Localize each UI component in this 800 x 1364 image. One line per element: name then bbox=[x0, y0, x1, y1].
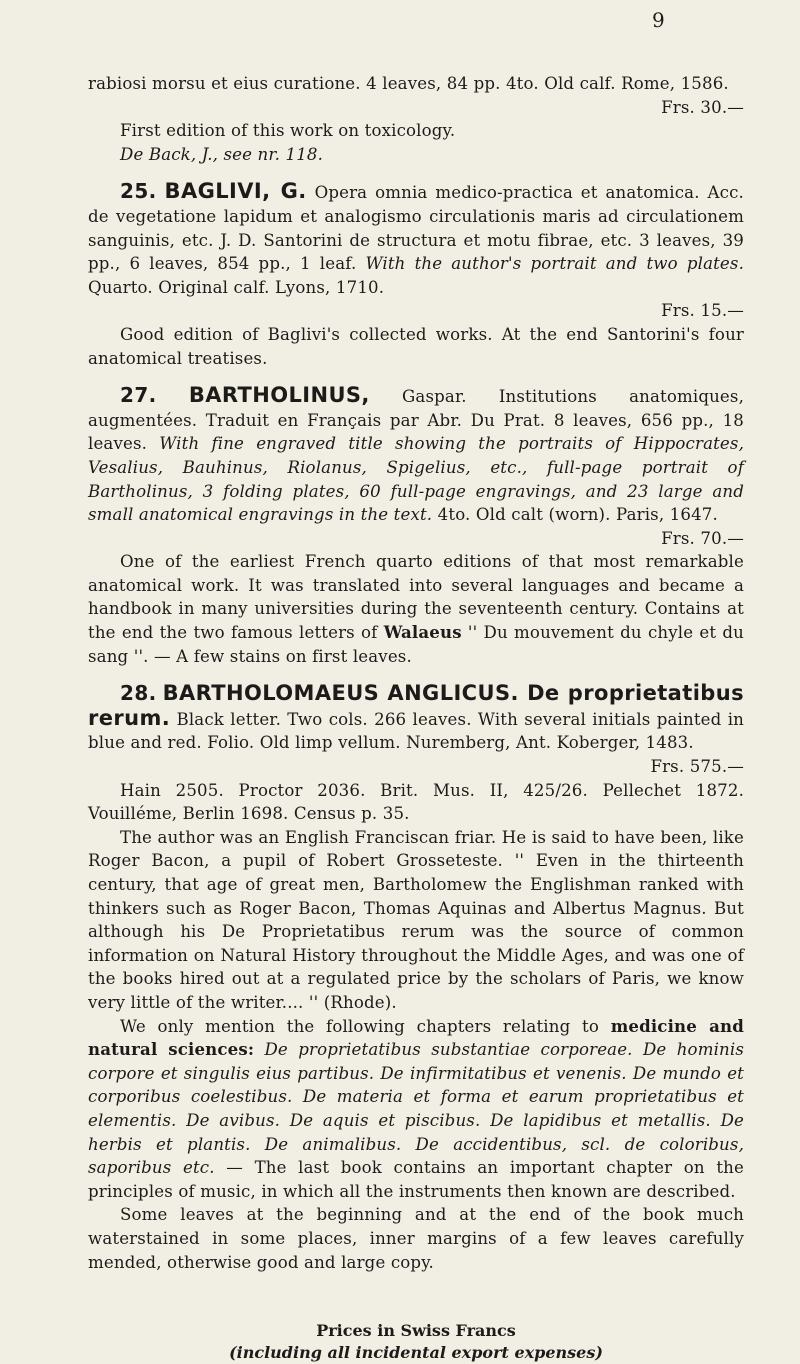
entry-28-note-3: Some leaves at the beginning and at the end of the book much waterstained in some places, inner margins of a few leaves carefully mended, otherwise good and large copy. bbox=[88, 1205, 744, 1272]
entry-continued-body: rabiosi morsu et eius curatione. 4 leaves, 84 pp. 4to. Old calf. Rome, 1586. bbox=[88, 74, 729, 93]
entry-25-imprint: Quarto. Original calf. Lyons, 1710. bbox=[88, 277, 385, 297]
catalogue-text bbox=[88, 72, 744, 1274]
entry-27-note-name: Walaeus bbox=[383, 622, 462, 643]
entry-27-note-b: '' Du mouvement du chyle et du sang ''. — A few stains on first leaves. bbox=[88, 623, 744, 666]
entry-25-author: BAGLIVI, G. bbox=[164, 179, 307, 204]
entry-28-body: Black letter. Two cols. 266 leaves. With several initials painted in blue and red. Folio. Old limp vellum. Nuremberg, Ant. Koberger, 1483. bbox=[88, 709, 745, 753]
cross-reference bbox=[88, 143, 744, 167]
entry-28-note-2-bold: medicine and natural sciences: bbox=[88, 1015, 744, 1060]
entry-28 bbox=[88, 682, 744, 778]
entry-28-note-2-b: — The last book contains an important chapter on the principles of music, in which all the instruments then known are described. bbox=[88, 1158, 744, 1201]
footer-line-2: (including all incidental export expenses) bbox=[229, 1343, 603, 1363]
entry-28-references: Hain 2505. Proctor 2036. Brit. Mus. II, 425/26. Pellechet 1872. Vouilléme, Berlin 1698. Census p. 35. bbox=[88, 780, 744, 824]
entry-continued-price: Frs. 30.— bbox=[661, 97, 744, 117]
entry-25-body: Acc. de vegetatione lapidum et analogismo circulationis maris ad circulationem sanguinis, etc. J. D. Santorini de structura et motu fibrae, etc. 3 leaves, 39 pp., 6 leaves, 854 pp., 1 leaf. bbox=[88, 183, 744, 274]
entry-27-illustrations: With fine engraved title showing the portraits of Hippocrates, Vesalius, Bauhinus, Riolanus, Spigelius, etc., full-page portrait of Bartholinus, 3 folding plates, 60 full-page engravings, and 23 large and small anatomical engravings in the text. bbox=[88, 434, 744, 525]
entry-27-given-name: Gaspar. bbox=[402, 387, 467, 407]
entry-28-chapters: De proprietatibus substantiae corporeae. De hominis corpore et singulis eius partibus. De infirmitatibus et venenis. De mundo et corporibus coelestibus. De materia et forma et earum proprietatibus et elementis. De avibus. De aquis et piscibus. De lapidibus et metallis. De herbis et plantis. De animalibus. De accidentibus, scl. de coloribus, saporibus etc. bbox=[88, 1040, 744, 1178]
entry-27-title: Institutions anatomiques, augmentées. Traduit en Français par Abr. Du Prat. bbox=[88, 387, 744, 430]
entry-25-number: 25. bbox=[120, 179, 157, 204]
entry-continued-note: First edition of this work on toxicology. bbox=[120, 121, 456, 141]
entry-25-title: Opera omnia medico-practica et anatomica. bbox=[314, 183, 700, 203]
entry-25-price: Frs. 15.— bbox=[661, 301, 744, 321]
entry-25-note: Good edition of Baglivi's collected works. At the end Santorini's four anatomical treatises. bbox=[88, 324, 744, 368]
cross-reference-text: De Back, J., see nr. 118. bbox=[120, 144, 324, 164]
page-number: 9 bbox=[652, 8, 665, 32]
entry-25 bbox=[88, 180, 744, 323]
entry-28-title: BARTHOLOMAEUS ANGLICUS. De proprietatibus rerum. bbox=[88, 681, 744, 730]
entry-27-note bbox=[88, 550, 744, 668]
entry-continued bbox=[88, 72, 744, 119]
entry-27-imprint: 4to. Old calt (worn). Paris, 1647. bbox=[437, 505, 718, 525]
entry-28-note-2-a: We only mention the following chapters relating to bbox=[120, 1016, 599, 1036]
entry-28-number: 28. bbox=[120, 681, 157, 706]
entry-27-price: Frs. 70.— bbox=[661, 528, 744, 548]
entry-28-price: Frs. 575.— bbox=[650, 757, 744, 777]
entry-28-note-1: The author was an English Franciscan friar. He is said to have been, like Roger Bacon, a pupil of Robert Grosseteste. '' Even in the thirteenth century, that age of great men, Bartholomew the Englishman ranked with thinkers such as Roger Bacon, Thomas Aquinas and Albertus Magnus. But although his De Proprietatibus rerum was the source of common information on Natural History throughout the Middle Ages, and was one of the books hired out at a regulated price by the scholars of Paris, we know very little of the writer.... '' (Rhode). bbox=[88, 827, 744, 1012]
footer-line-1: Prices in Swiss Francs bbox=[316, 1321, 516, 1341]
entry-27-body: 8 leaves, 656 pp., 18 leaves. bbox=[88, 410, 744, 454]
price-footer bbox=[88, 1320, 744, 1364]
entry-27-author: BARTHOLINUS, bbox=[188, 383, 370, 408]
entry-27 bbox=[88, 384, 744, 550]
entry-25-illustrations: With the author's portrait and two plates. bbox=[365, 254, 744, 274]
entry-28-note-2 bbox=[88, 1015, 744, 1204]
entry-27-number: 27. bbox=[120, 383, 157, 408]
entry-27-note-a: One of the earliest French quarto editions of that most remarkable anatomical work. It was translated into several languages and became a handbook in many universities during the seventeenth century. Contains at the end the two famous letters of bbox=[88, 552, 744, 643]
